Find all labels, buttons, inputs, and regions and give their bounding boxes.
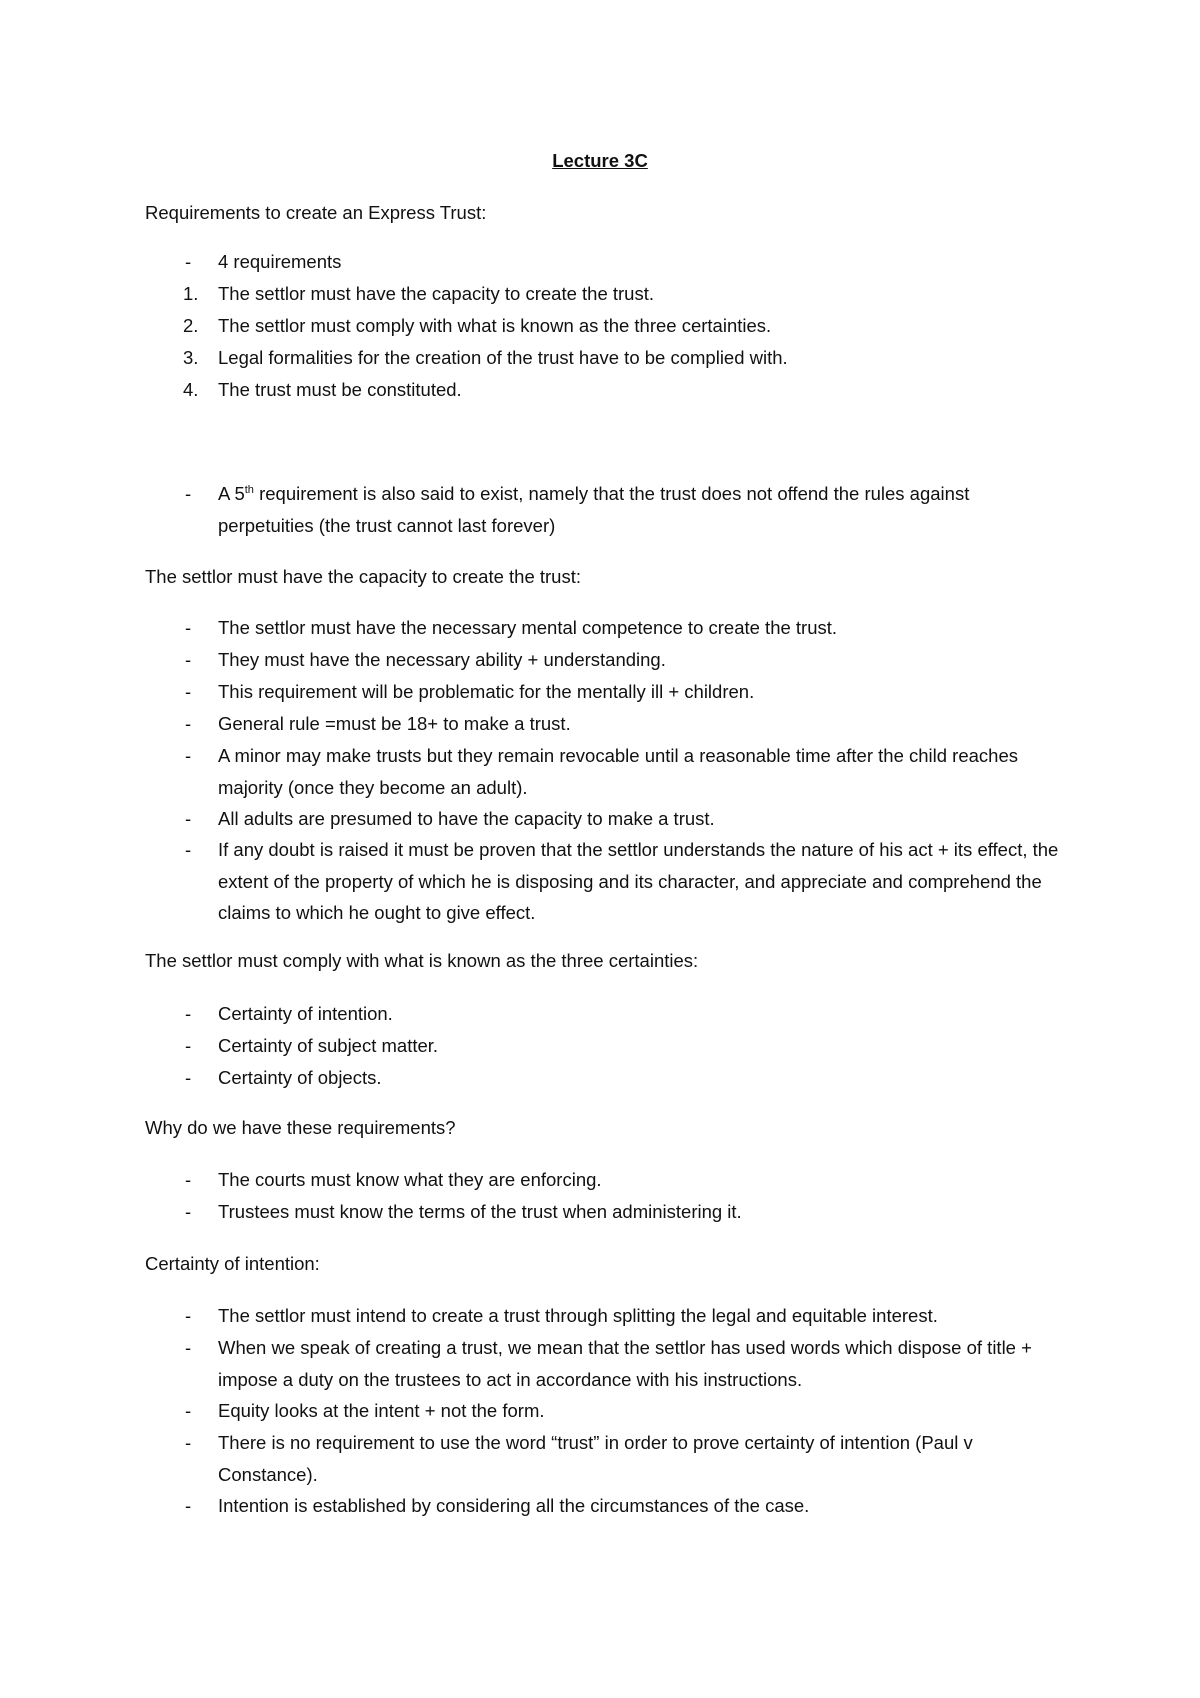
list-item [145,644,1065,676]
bullet-marker: - [185,1305,192,1326]
list-item [145,803,1065,835]
section-heading: The settlor must have the capacity to create the trust: [145,566,581,587]
list-item-text: The settlor must have the capacity to create the trust. [218,283,654,304]
list-item [145,1490,1065,1522]
list-item [145,708,1065,740]
list-item [145,998,1065,1030]
list-item-text: Certainty of objects. [218,1067,382,1088]
list-item [145,1332,1065,1395]
list-item-text: The courts must know what they are enforcing. [218,1169,602,1190]
list-item [145,834,1065,929]
list-item [145,342,1065,374]
list-item [145,612,1065,644]
section-heading: Requirements to create an Express Trust: [145,202,487,223]
list-item [145,246,1065,278]
list-item [145,1300,1065,1332]
list-item [145,1164,1065,1196]
bullet-marker: - [185,1169,192,1190]
bullet-marker: - [185,1201,192,1222]
list-item-text: Equity looks at the intent + not the form. [218,1400,545,1421]
list-item-text: Certainty of subject matter. [218,1035,439,1056]
bullet-marker: - [185,1067,192,1088]
list-item-text: The trust must be constituted. [218,379,462,400]
bullet-marker: - [185,483,192,504]
list-item [145,1030,1065,1062]
bullet-marker: - [185,617,192,638]
list-item-text: Legal formalities for the creation of the trust have to be complied with. [218,347,788,368]
list-item-text: This requirement will be problematic for the mentally ill + children. [218,681,755,702]
list-item-text: Trustees must know the terms of the trust when administering it. [218,1201,742,1222]
ordinal-superscript: th [244,483,254,496]
section-heading: Why do we have these requirements? [145,1117,456,1138]
list-item [145,1196,1065,1228]
list-item-text: They must have the necessary ability + understanding. [218,649,666,670]
list-item-text: General rule =must be 18+ to make a trust. [218,713,571,734]
list-item [145,374,1065,406]
bullet-marker: - [185,1400,192,1421]
list-item [145,310,1065,342]
list-item [145,278,1065,310]
list-item-text: 4 requirements [218,251,342,272]
list-item-text: If any doubt is raised it must be proven that the settlor understands the nature of his act + its effect, the extent of the property of which he is disposing and its character, and appreciate and comprehend the claims to which he ought to give effect. [218,839,1059,923]
list-item [145,1395,1065,1427]
number-marker: 1. [183,283,199,304]
bullet-marker: - [185,1035,192,1056]
bullet-marker: - [185,251,192,272]
list-item [145,1427,1065,1490]
bullet-marker: - [185,1003,192,1024]
list-item-text: Intention is established by considering all the circumstances of the case. [218,1495,810,1516]
text-part: requirement is also said to exist, namely that the trust does not offend the rules against perpetuities (the trust cannot last forever) [218,483,970,536]
bullet-marker: - [185,649,192,670]
list-item-text: All adults are presumed to have the capacity to make a trust. [218,808,715,829]
list-item-text: When we speak of creating a trust, we mean that the settlor has used words which dispose of title + impose a duty on the trustees to act in accordance with his instructions. [218,1337,1032,1390]
list-item-text: A minor may make trusts but they remain revocable until a reasonable time after the child reaches majority (once they become an adult). [218,745,1018,798]
list-item-text: Certainty of intention. [218,1003,393,1024]
bullet-marker: - [185,839,192,860]
list-item [145,478,1065,541]
bullet-marker: - [185,1337,192,1358]
list-item-text [218,478,1065,541]
number-marker: 2. [183,315,199,336]
list-item [145,676,1065,708]
number-marker: 4. [183,379,199,400]
bullet-marker: - [185,808,192,829]
bullet-marker: - [185,1432,192,1453]
section-heading: The settlor must comply with what is known as the three certainties: [145,950,699,971]
number-marker: 3. [183,347,199,368]
list-item [145,1062,1065,1094]
list-item-text: The settlor must comply with what is known as the three certainties. [218,315,772,336]
list-item-text: The settlor must have the necessary mental competence to create the trust. [218,617,838,638]
bullet-marker: - [185,681,192,702]
bullet-marker: - [185,745,192,766]
list-item-text: There is no requirement to use the word “trust” in order to prove certainty of intention (Paul v Constance). [218,1432,973,1485]
bullet-marker: - [185,1495,192,1516]
text-part: A 5 [218,483,245,504]
bullet-marker: - [185,713,192,734]
section-heading: Certainty of intention: [145,1253,320,1274]
document-title: Lecture 3C [552,150,648,171]
list-item [145,740,1065,803]
list-item-text: The settlor must intend to create a trust through splitting the legal and equitable interest. [218,1305,938,1326]
